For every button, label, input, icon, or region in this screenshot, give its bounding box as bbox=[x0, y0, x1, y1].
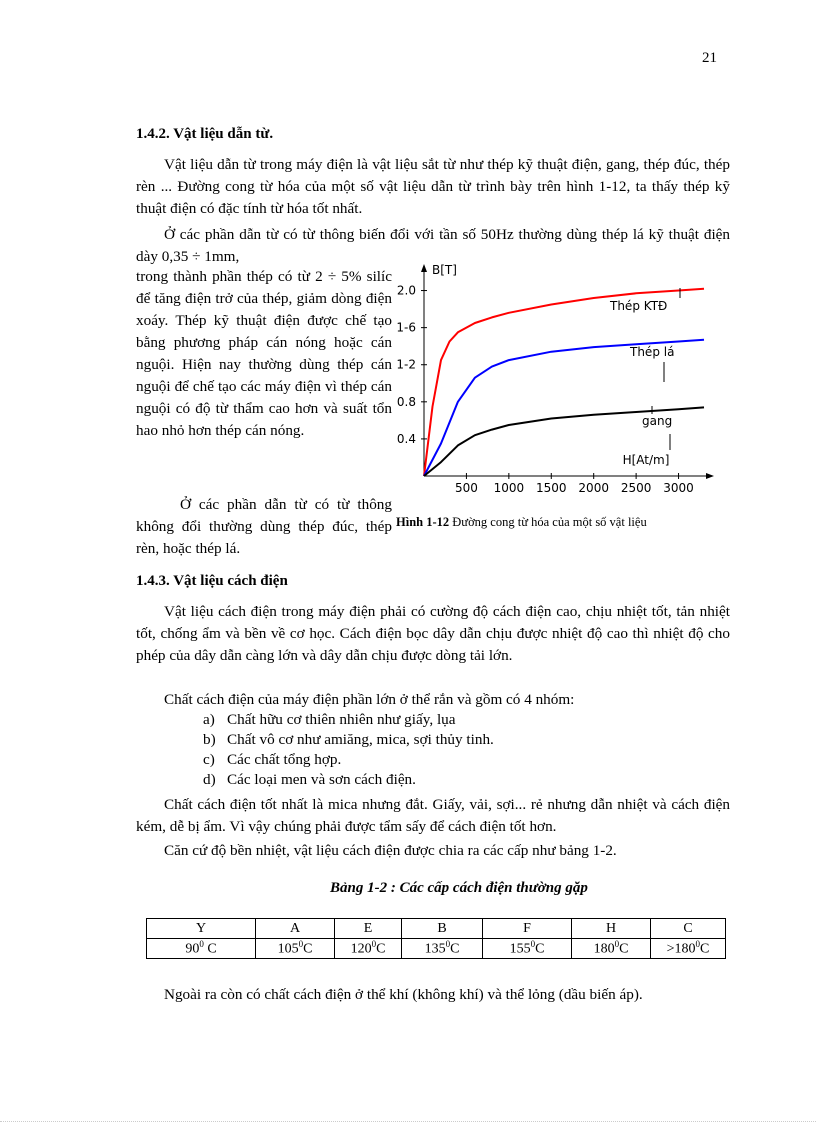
paragraph: Vật liệu dẫn từ trong máy điện là vật liệu sắt từ như thép kỹ thuật điện, gang, thép đúc, thép rèn ... Đường cong từ hóa của một số vật liệu dẫn từ trình bày trên hình 1-12, ta thấy thép kỹ thuật điện có đặc tính từ hóa tốt nhất. bbox=[136, 156, 730, 217]
temperature-unit: C bbox=[450, 941, 460, 957]
table-title: Bảng 1-2 : Các cấp cách điện thường gặp bbox=[330, 880, 588, 896]
figure-caption-label: Hình 1-12 bbox=[396, 515, 450, 529]
temperature-value: 135 bbox=[424, 941, 446, 957]
table-header-cell: F bbox=[483, 919, 572, 939]
x-tick-label: 2000 bbox=[578, 481, 609, 495]
table-cell bbox=[402, 939, 483, 959]
table-header-cell: H bbox=[572, 919, 651, 939]
temperature-value: 120 bbox=[350, 941, 372, 957]
degree-mark: 0 bbox=[530, 939, 536, 950]
y-tick-label: 2.0 bbox=[396, 283, 416, 298]
degree-mark: 0 bbox=[199, 939, 204, 950]
series-label: Thép KTĐ bbox=[610, 299, 668, 313]
table-cell bbox=[147, 939, 256, 959]
series-label: gang bbox=[642, 414, 673, 428]
list-item-text: Chất vô cơ như amiăng, mica, sợi thủy tinh. bbox=[227, 731, 494, 748]
degree-mark: 0 bbox=[695, 939, 701, 950]
list-marker: c) bbox=[203, 751, 215, 768]
temperature-value: >180 bbox=[666, 941, 696, 957]
temperature-unit: C bbox=[376, 941, 386, 957]
table-header-cell: Y bbox=[147, 919, 256, 939]
magnetization-chart bbox=[380, 258, 730, 508]
x-tick-label: 1500 bbox=[535, 481, 567, 495]
table-row bbox=[147, 939, 726, 959]
chart-series bbox=[424, 289, 704, 476]
x-tick-label: 2500 bbox=[620, 481, 652, 495]
table-header-cell: E bbox=[335, 919, 402, 939]
series-line bbox=[424, 289, 704, 476]
page-number: 21 bbox=[702, 50, 717, 66]
list-marker: d) bbox=[203, 771, 216, 788]
list-item bbox=[203, 730, 494, 750]
temperature-value: 155 bbox=[509, 941, 531, 957]
table-header-cell: B bbox=[402, 919, 483, 939]
list-item-text: Chất hữu cơ thiên nhiên như giấy, lụa bbox=[227, 711, 456, 728]
paragraph: Ở các phần dẫn từ có từ thông biến đổi với tần số 50Hz thường dùng thép lá kỹ thuật điện dày 0,35 ÷ 1mm, bbox=[136, 226, 730, 265]
table-cell bbox=[572, 939, 651, 959]
list-marker: a) bbox=[203, 711, 215, 728]
x-tick-label: 1000 bbox=[493, 481, 525, 495]
temperature-unit: C bbox=[207, 941, 217, 957]
table-header-cell: A bbox=[256, 919, 335, 939]
temperature-value: 105 bbox=[277, 941, 299, 957]
x-tick-label: 3000 bbox=[663, 481, 694, 495]
temperature-unit: C bbox=[700, 941, 710, 957]
y-tick-label: 1-2 bbox=[396, 357, 416, 372]
table-header-row bbox=[147, 919, 726, 939]
list-item-text: Các chất tổng hợp. bbox=[227, 751, 342, 768]
degree-mark: 0 bbox=[371, 939, 377, 950]
paragraph: Vật liệu cách điện trong máy điện phải có cường độ cách điện cao, chịu nhiệt tốt, tản nhiệt tốt, chống ẩm và bền về cơ học. Cách điện bọc dây dẫn chịu được nhiệt độ cao thì nhiệt độ cho phép của dây dẫn càng lớn và dây dẫn chịu được dòng tải lớn. bbox=[136, 603, 730, 664]
list-item-text: Các loại men và sơn cách điện. bbox=[227, 771, 416, 788]
insulation-class-table bbox=[146, 918, 726, 959]
figure-caption-text: Đường cong từ hóa của một số vật liệu bbox=[449, 515, 647, 529]
list-marker: b) bbox=[203, 731, 216, 748]
table-cell bbox=[256, 939, 335, 959]
paragraph: Căn cứ độ bền nhiệt, vật liệu cách điện được chia ra các cấp như bảng 1-2. bbox=[164, 842, 617, 859]
y-tick-label: 1-6 bbox=[396, 320, 416, 335]
table-cell bbox=[651, 939, 726, 959]
chart-labels bbox=[396, 263, 693, 495]
y-tick-label: 0.8 bbox=[396, 394, 416, 409]
y-axis-arrow bbox=[421, 264, 427, 272]
figure-caption bbox=[396, 515, 647, 530]
paragraph-wrapped-left: trong thành phần thép có từ 2 ÷ 5% silíc để tăng điện trở của thép, giảm dòng điện xoáy. Thép kỹ thuật điện được chế tạo bằng phương pháp cán nóng hoặc cán nguội. Hiện nay thường dùng thép cán nguội để chế tạo các máy điện vì thép cán nguội có độ từ thẩm cao hơn và suất tổn hao nhỏ hơn thép cán nóng. bbox=[136, 268, 392, 439]
table-cell bbox=[335, 939, 402, 959]
paragraph: Chất cách điện của máy điện phần lớn ở thể rắn và gồm có 4 nhóm: bbox=[164, 691, 575, 708]
x-axis-arrow bbox=[706, 473, 714, 479]
section-heading-1-4-2: 1.4.2. Vật liệu dẫn từ. bbox=[136, 126, 274, 142]
paragraph: Chất cách điện tốt nhất là mica nhưng đắt. Giấy, vải, sợi... rẻ nhưng dẫn nhiệt và cách điện kém, dễ bị ẩm. Vì vậy chúng phải được tẩm sấy để cách điện tốt hơn. bbox=[136, 796, 730, 835]
temperature-value: 90 bbox=[185, 941, 200, 957]
paragraph: Ngoài ra còn có chất cách điện ở thể khí (không khí) và thể lỏng (dầu biến áp). bbox=[164, 986, 643, 1003]
series-label: Thép lá bbox=[630, 345, 675, 359]
paragraph-wrapped-left: Ở các phần dẫn từ có từ thông không đổi thường dùng thép đúc, thép rèn, hoặc thép lá. bbox=[136, 496, 392, 557]
x-tick-label: 500 bbox=[454, 481, 478, 495]
degree-mark: 0 bbox=[298, 939, 304, 950]
page-bottom-border bbox=[0, 1121, 816, 1122]
list-item bbox=[203, 710, 494, 730]
degree-mark: 0 bbox=[445, 939, 451, 950]
degree-mark: 0 bbox=[614, 939, 620, 950]
temperature-unit: C bbox=[619, 941, 629, 957]
insulation-groups-list bbox=[203, 710, 494, 790]
temperature-unit: C bbox=[303, 941, 313, 957]
section-heading-1-4-3: 1.4.3. Vật liệu cách điện bbox=[136, 573, 288, 589]
temperature-unit: C bbox=[535, 941, 545, 957]
list-item bbox=[203, 770, 494, 790]
list-item bbox=[203, 750, 494, 770]
table-header-cell: C bbox=[651, 919, 726, 939]
x-axis-label: H[At/m] bbox=[622, 453, 670, 467]
temperature-value: 180 bbox=[593, 941, 615, 957]
y-tick-label: 0.4 bbox=[396, 431, 416, 446]
y-axis-label: B[T] bbox=[432, 263, 457, 277]
table-cell bbox=[483, 939, 572, 959]
